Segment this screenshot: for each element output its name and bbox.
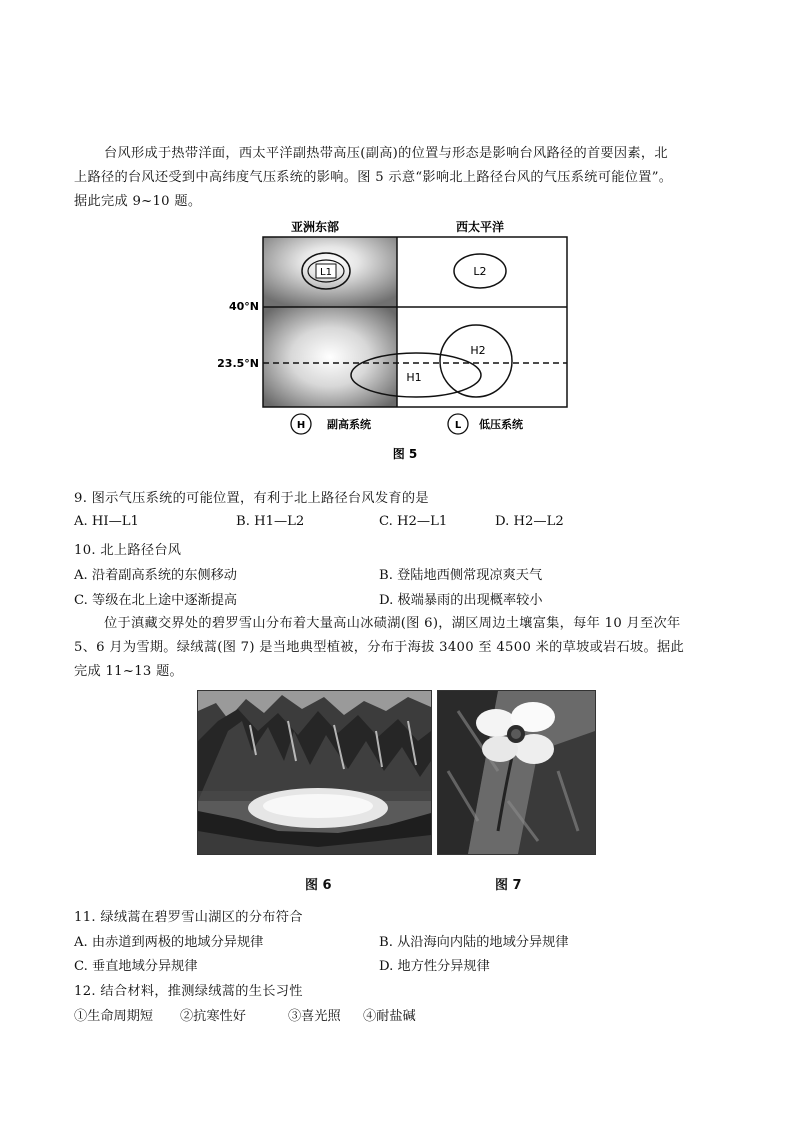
q9-option-a: A. HI—L1 xyxy=(74,514,139,529)
legend-h-symbol: H xyxy=(296,420,306,431)
figure5-caption: 图 5 xyxy=(392,447,418,461)
col-right-label: 西太平洋 xyxy=(455,220,505,234)
q10-option-a: A. 沿着副高系统的东侧移动 xyxy=(74,568,237,583)
figure7-caption: 图 7 xyxy=(495,878,522,893)
lat-23-label: 23.5°N xyxy=(217,357,259,370)
q11-options-row2 xyxy=(74,955,724,973)
q10-options-row2 xyxy=(74,589,724,607)
legend-l-label: 低压系统 xyxy=(479,418,523,431)
q12-options xyxy=(74,1005,724,1023)
q11-option-c: C. 垂直地域分异规律 xyxy=(74,959,198,974)
l1-label: L1 xyxy=(320,267,332,278)
q11-option-d: D. 地方性分异规律 xyxy=(379,959,490,974)
figure5-diagram xyxy=(215,215,575,465)
q12-option-3: ③喜光照 xyxy=(288,1009,341,1024)
q12-stem: 12. 结合材料，推测绿绒蒿的生长习性 xyxy=(74,984,303,999)
q10-option-c: C. 等级在北上途中逐渐提高 xyxy=(74,593,238,608)
legend-h-label: 副高系统 xyxy=(327,418,371,431)
q12-option-2: ②抗寒性好 xyxy=(180,1009,246,1024)
q10-option-d: D. 极端暴雨的出现概率较小 xyxy=(379,593,543,608)
figure6-lake-photo xyxy=(197,690,432,855)
intro1-line3: 据此完成 9~10 题。 xyxy=(74,194,202,209)
q10-stem: 10. 北上路径台风 xyxy=(74,543,182,558)
q9-stem: 9. 图示气压系统的可能位置，有利于北上路径台风发育的是 xyxy=(74,491,429,506)
q11-options-row1 xyxy=(74,931,724,949)
intro2-line2: 5、6 月为雪期。绿绒蒿(图 7) 是当地典型植被，分布于海拔 3400 至 4500 米的草坡或岩石坡。据此 xyxy=(74,640,684,655)
col-left-label: 亚洲东部 xyxy=(290,220,340,234)
q10-options-row1 xyxy=(74,564,724,582)
q11-option-b: B. 从沿海向内陆的地域分异规律 xyxy=(379,935,569,950)
q12-option-1: ①生命周期短 xyxy=(74,1009,154,1024)
h2-circle xyxy=(440,325,512,397)
q11-option-a: A. 由赤道到两极的地域分异规律 xyxy=(74,935,264,950)
q12-option-4: ④耐盐碱 xyxy=(363,1009,416,1024)
q11-stem: 11. 绿绒蒿在碧罗雪山湖区的分布符合 xyxy=(74,910,303,925)
intro2-line3: 完成 11~13 题。 xyxy=(74,664,184,679)
h2-label: H2 xyxy=(470,344,486,357)
intro1-line1: 台风形成于热带洋面，西太平洋副热带高压(副高)的位置与形态是影响台风路径的首要因素，北 xyxy=(104,146,668,161)
lat-40-label: 40°N xyxy=(228,300,259,313)
legend-l-symbol: L xyxy=(454,420,462,431)
l2-label: L2 xyxy=(473,265,487,278)
intro1-line2: 上路径的台风还受到中高纬度气压系统的影响。图 5 示意“影响北上路径台风的气压系统可能位置”。 xyxy=(74,170,673,185)
q10-option-b: B. 登陆地西侧常现凉爽天气 xyxy=(379,568,543,583)
h1-label: H1 xyxy=(406,371,422,384)
figure7-flower-photo xyxy=(437,690,596,855)
q9-option-c: C. H2—L1 xyxy=(379,514,448,529)
q9-option-d: D. H2—L2 xyxy=(495,514,564,529)
intro2-line1: 位于滇藏交界处的碧罗雪山分布着大量高山冰碛湖(图 6)，湖区周边土壤富集，每年 10 月至次年 xyxy=(104,616,681,631)
figure6-caption: 图 6 xyxy=(305,878,332,893)
q9-options xyxy=(74,514,724,532)
q9-option-b: B. H1—L2 xyxy=(236,514,305,529)
